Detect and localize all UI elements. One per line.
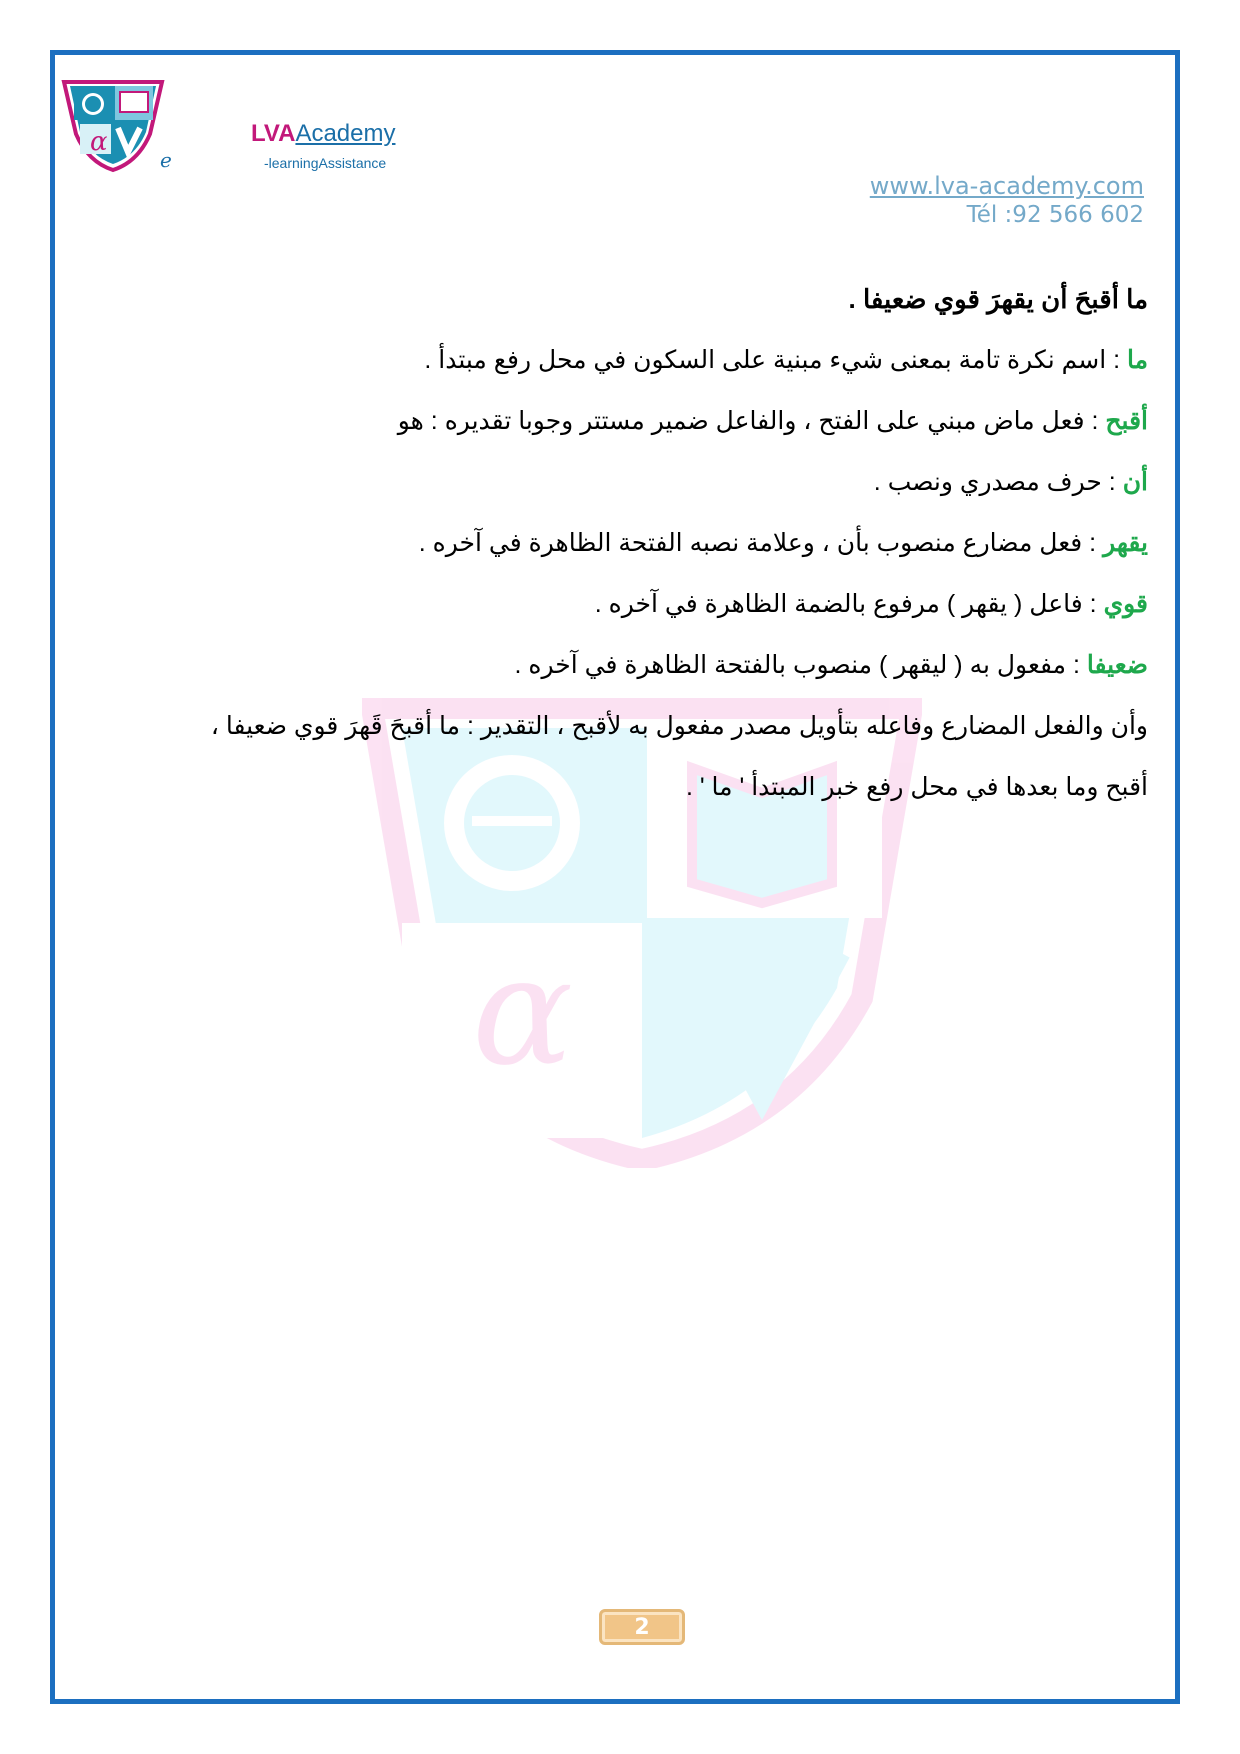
list-item	[148, 402, 1148, 463]
term-explanation: : فاعل ( يقهر ) مرفوع بالضمة الظاهرة في آخره .	[594, 590, 1104, 618]
logo-e-mark: e	[160, 148, 172, 172]
term-explanation: : حرف مصدري ونصب .	[873, 468, 1123, 496]
website-link[interactable]: www.lva-academy.com	[869, 172, 1144, 200]
page-number-badge: 2	[599, 1609, 685, 1645]
note-line: أقبح وما بعدها في محل رفع خبر المبتدأ ' ما ' .	[685, 773, 1148, 801]
brand-name	[251, 120, 395, 148]
brand-tagline: -learningAssistance	[264, 155, 387, 171]
brand-lva: LVA	[251, 120, 296, 147]
term-explanation: : فعل ماض مبني على الفتح ، والفاعل ضمير مستتر وجوبا تقديره : هو	[397, 407, 1106, 435]
term: ما	[1126, 346, 1148, 374]
list-item	[148, 585, 1148, 646]
example-sentence: ما أقبحَ أن يقهرَ قوي ضعيفا .	[848, 284, 1148, 314]
term-explanation: : مفعول به ( ليقهر ) منصوب بالفتحة الظاهرة في آخره .	[514, 651, 1087, 679]
list-item	[148, 524, 1148, 585]
lva-shield-logo-icon	[58, 78, 168, 174]
svg-text:α: α	[472, 925, 574, 1099]
term-explanation: : اسم نكرة تامة بمعنى شيء مبنية على السكون في محل رفع مبتدأ .	[424, 346, 1127, 374]
list-item	[148, 646, 1148, 707]
phone-number: Tél :92 566 602	[966, 202, 1144, 228]
svg-text:α: α	[90, 127, 108, 157]
term: ضعيفا	[1086, 651, 1148, 679]
list-item	[148, 463, 1148, 524]
term: أن	[1122, 468, 1148, 496]
list-item	[148, 341, 1148, 402]
note-line: وأن والفعل المضارع وفاعله بتأويل مصدر مفعول به لأقبح ، التقدير : ما أقبحَ قَهرَ قوي ضعيفا ،	[210, 712, 1148, 740]
term-explanation: : فعل مضارع منصوب بأن ، وعلامة نصبه الفتحة الظاهرة في آخره .	[418, 529, 1104, 557]
brand-academy: Academy	[295, 120, 396, 147]
term: قوي	[1103, 590, 1148, 618]
term: يقهر	[1103, 529, 1148, 557]
grammar-content	[148, 280, 1148, 829]
term: أقبح	[1105, 407, 1148, 435]
